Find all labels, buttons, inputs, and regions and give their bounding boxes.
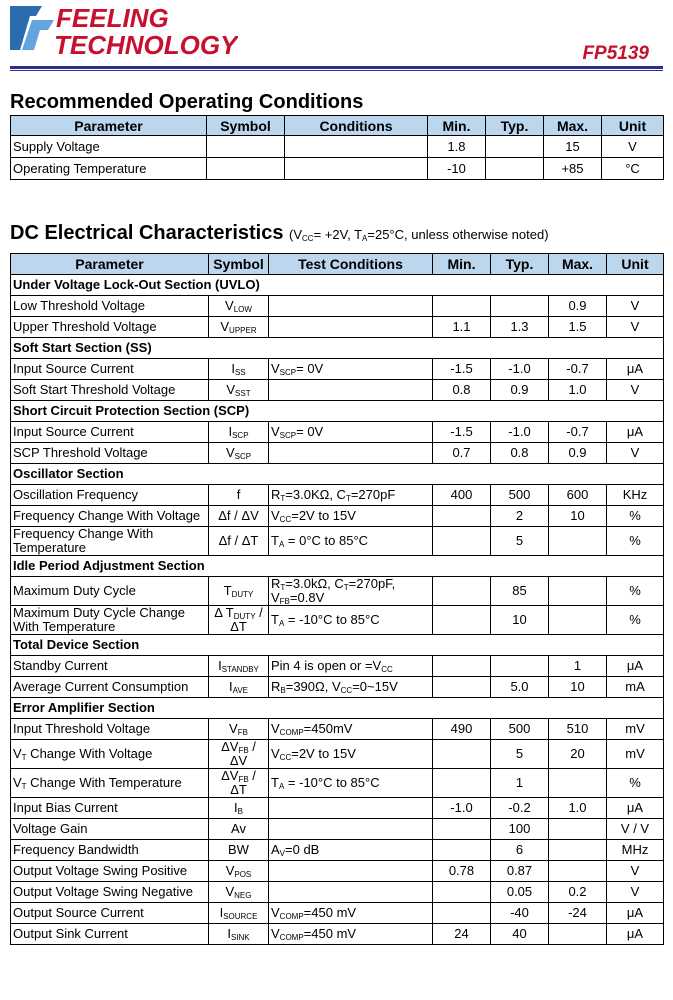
- section-row: [11, 635, 664, 656]
- cell-conditions: [269, 296, 433, 317]
- cell-conditions: $V_{SCP}= 0V$: [269, 422, 433, 443]
- cell-parameter: Standby Current: [11, 656, 209, 677]
- cell-max: 510: [549, 719, 607, 740]
- cell-symbol: $V_{LOW}$: [209, 296, 269, 317]
- cell-symbol: $V_{SST}$: [209, 380, 269, 401]
- roc-header-min: Min.: [428, 116, 486, 136]
- cell-max: 1.5: [549, 317, 607, 338]
- section-row: [11, 698, 664, 719]
- dc-header-min: Min.: [433, 254, 491, 275]
- cell-parameter: Average Current Consumption: [11, 677, 209, 698]
- cell-min: [433, 882, 491, 903]
- cell-unit: mA: [607, 677, 664, 698]
- table-row: [11, 606, 664, 635]
- cell-parameter: Frequency Change With Temperature: [11, 527, 209, 556]
- cell-min: 490: [433, 719, 491, 740]
- cell-symbol: [207, 136, 285, 158]
- cell-unit: V: [607, 380, 664, 401]
- dc-title-text: DC Electrical Characteristics: [10, 222, 284, 244]
- cell-symbol: $I_{SCP}$: [209, 422, 269, 443]
- table-row: [11, 527, 664, 556]
- table-row: [11, 677, 664, 698]
- cell-typ: 0.05: [491, 882, 549, 903]
- cell-typ: -1.0: [491, 359, 549, 380]
- cell-min: 400: [433, 485, 491, 506]
- cell-max: [549, 924, 607, 945]
- cell-max: 15: [544, 136, 602, 158]
- cell-unit: μA: [607, 359, 664, 380]
- logo-line2: TECHNOLOGY: [54, 30, 238, 60]
- cell-max: -24: [549, 903, 607, 924]
- cell-typ: 1: [491, 769, 549, 798]
- cell-parameter: Frequency Bandwidth: [11, 840, 209, 861]
- roc-header-parameter: Parameter: [11, 116, 207, 136]
- cell-parameter: Soft Start Threshold Voltage: [11, 380, 209, 401]
- cell-unit: μA: [607, 903, 664, 924]
- cell-unit: V: [607, 317, 664, 338]
- table-row: [11, 656, 664, 677]
- cell-typ: 1.3: [491, 317, 549, 338]
- cell-unit: °C: [602, 158, 664, 180]
- table-row: [11, 719, 664, 740]
- cell-conditions: $A_V=0$ dB: [269, 840, 433, 861]
- cell-symbol: Av: [209, 819, 269, 840]
- cell-symbol: $I_{SOURCE}$: [209, 903, 269, 924]
- cell-unit: %: [607, 606, 664, 635]
- table-row: [11, 443, 664, 464]
- table-row: [11, 840, 664, 861]
- cell-typ: 500: [491, 485, 549, 506]
- cell-min: 1.1: [433, 317, 491, 338]
- dc-header-symbol: Symbol: [209, 254, 269, 275]
- cell-conditions: [269, 861, 433, 882]
- cell-max: [549, 606, 607, 635]
- cell-max: 0.9: [549, 296, 607, 317]
- table-row: [11, 136, 664, 158]
- cell-parameter: Voltage Gain: [11, 819, 209, 840]
- cell-typ: [491, 656, 549, 677]
- cell-conditions: $V_{COMP}=450mV$: [269, 719, 433, 740]
- dc-conditions-note: ($V_{CC}= +2V$, $T_A=25^\circ C$, unless otherwise noted): [289, 227, 549, 243]
- cell-unit: μA: [607, 422, 664, 443]
- cell-typ: 40: [491, 924, 549, 945]
- section-title: Error Amplifier Section: [11, 698, 664, 719]
- cell-min: [433, 903, 491, 924]
- dc-table: [10, 253, 664, 945]
- cell-unit: μA: [607, 798, 664, 819]
- cell-min: [433, 606, 491, 635]
- cell-conditions: [269, 380, 433, 401]
- cell-parameter: Input Source Current: [11, 422, 209, 443]
- section-title: Under Voltage Lock-Out Section (UVLO): [11, 275, 664, 296]
- cell-parameter: $V_T$ Change With Temperature: [11, 769, 209, 798]
- roc-header-max: Max.: [544, 116, 602, 136]
- cell-typ: 5: [491, 527, 549, 556]
- table-row: [11, 819, 664, 840]
- table-row: [11, 903, 664, 924]
- cell-max: +85: [544, 158, 602, 180]
- cell-symbol: BW: [209, 840, 269, 861]
- part-number: FP5139: [582, 43, 649, 64]
- cell-parameter: Output Source Current: [11, 903, 209, 924]
- cell-unit: V: [607, 861, 664, 882]
- cell-parameter: Oscillation Frequency: [11, 485, 209, 506]
- cell-max: 600: [549, 485, 607, 506]
- cell-typ: 100: [491, 819, 549, 840]
- cell-max: 10: [549, 506, 607, 527]
- cell-typ: [486, 136, 544, 158]
- cell-conditions: [269, 443, 433, 464]
- cell-unit: %: [607, 577, 664, 606]
- section-title: Oscillator Section: [11, 464, 664, 485]
- cell-symbol: $I_{SINK}$: [209, 924, 269, 945]
- cell-typ: 5: [491, 740, 549, 769]
- cell-conditions: $V_{COMP}=450$ mV: [269, 924, 433, 945]
- cell-symbol: Δf / ΔV: [209, 506, 269, 527]
- roc-header-conditions: Conditions: [285, 116, 428, 136]
- cell-min: 0.8: [433, 380, 491, 401]
- table-row: [11, 882, 664, 903]
- section-title: Idle Period Adjustment Section: [11, 556, 664, 577]
- cell-symbol: $V_{POS}$: [209, 861, 269, 882]
- cell-min: -1.5: [433, 422, 491, 443]
- cell-typ: 10: [491, 606, 549, 635]
- dc-title: [10, 222, 549, 245]
- cell-parameter: Upper Threshold Voltage: [11, 317, 209, 338]
- dc-header-conditions: Test Conditions: [269, 254, 433, 275]
- cell-max: [549, 819, 607, 840]
- cell-max: -0.7: [549, 422, 607, 443]
- section-title: Short Circuit Protection Section (SCP): [11, 401, 664, 422]
- cell-parameter: Output Sink Current: [11, 924, 209, 945]
- dc-header-max: Max.: [549, 254, 607, 275]
- cell-max: [549, 577, 607, 606]
- cell-parameter: Operating Temperature: [11, 158, 207, 180]
- cell-max: [549, 527, 607, 556]
- cell-conditions: Pin 4 is open or $=V_{CC}$: [269, 656, 433, 677]
- cell-typ: 2: [491, 506, 549, 527]
- cell-min: 0.7: [433, 443, 491, 464]
- table-row: [11, 422, 664, 443]
- cell-symbol: $I_{STANDBY}$: [209, 656, 269, 677]
- cell-symbol: $V_{SCP}$: [209, 443, 269, 464]
- cell-conditions: $V_{SCP}= 0V$: [269, 359, 433, 380]
- roc-header-symbol: Symbol: [207, 116, 285, 136]
- cell-min: 1.8: [428, 136, 486, 158]
- cell-parameter: SCP Threshold Voltage: [11, 443, 209, 464]
- section-row: [11, 556, 664, 577]
- table-row: [11, 924, 664, 945]
- section-row: [11, 275, 664, 296]
- cell-max: [549, 840, 607, 861]
- cell-unit: V: [607, 296, 664, 317]
- dc-header-parameter: Parameter: [11, 254, 209, 275]
- cell-typ: [486, 158, 544, 180]
- cell-parameter: Maximum Duty Cycle Change With Temperature: [11, 606, 209, 635]
- section-title: Total Device Section: [11, 635, 664, 656]
- cell-max: 1.0: [549, 798, 607, 819]
- cell-min: [433, 740, 491, 769]
- cell-symbol: $I_{SS}$: [209, 359, 269, 380]
- table-row: [11, 798, 664, 819]
- cell-min: -1.0: [433, 798, 491, 819]
- feeling-technology-logo: [8, 2, 238, 60]
- cell-typ: 500: [491, 719, 549, 740]
- cell-symbol: $I_B$: [209, 798, 269, 819]
- section-row: [11, 464, 664, 485]
- cell-symbol: $V_{UPPER}$: [209, 317, 269, 338]
- cell-unit: %: [607, 769, 664, 798]
- cell-parameter: Frequency Change With Voltage: [11, 506, 209, 527]
- cell-unit: V / V: [607, 819, 664, 840]
- cell-symbol: Δ $T_{DUTY}$ / ΔT: [209, 606, 269, 635]
- section-row: [11, 401, 664, 422]
- cell-unit: mV: [607, 719, 664, 740]
- table-row: [11, 506, 664, 527]
- roc-title: Recommended Operating Conditions: [10, 91, 364, 113]
- cell-typ: [491, 296, 549, 317]
- cell-conditions: $T_A = -10^\circ C$ to 85°C: [269, 606, 433, 635]
- cell-parameter: Output Voltage Swing Negative: [11, 882, 209, 903]
- cell-max: 1: [549, 656, 607, 677]
- cell-parameter: $V_T$ Change With Voltage: [11, 740, 209, 769]
- cell-conditions: [269, 317, 433, 338]
- cell-conditions: $R_B=390\Omega$, $V_{CC}=0\sim 15V$: [269, 677, 433, 698]
- cell-min: [433, 577, 491, 606]
- cell-min: [433, 769, 491, 798]
- cell-max: [549, 861, 607, 882]
- table-row: [11, 359, 664, 380]
- cell-symbol: f: [209, 485, 269, 506]
- cell-parameter: Output Voltage Swing Positive: [11, 861, 209, 882]
- cell-max: 0.2: [549, 882, 607, 903]
- cell-parameter: Input Source Current: [11, 359, 209, 380]
- cell-symbol: $T_{DUTY}$: [209, 577, 269, 606]
- cell-min: -10: [428, 158, 486, 180]
- cell-unit: %: [607, 506, 664, 527]
- cell-max: 20: [549, 740, 607, 769]
- cell-symbol: Δf / ΔT: [209, 527, 269, 556]
- cell-typ: -1.0: [491, 422, 549, 443]
- cell-unit: V: [607, 443, 664, 464]
- cell-max: 1.0: [549, 380, 607, 401]
- cell-min: [433, 527, 491, 556]
- cell-conditions: $T_A = -10^\circ C$ to 85°C: [269, 769, 433, 798]
- cell-typ: 0.87: [491, 861, 549, 882]
- cell-min: [433, 677, 491, 698]
- cell-symbol: $\Delta V_{FB}$ / ΔT: [209, 769, 269, 798]
- cell-conditions: $V_{CC}=2V$ to 15V: [269, 740, 433, 769]
- cell-min: [433, 506, 491, 527]
- cell-min: -1.5: [433, 359, 491, 380]
- cell-symbol: $I_{AVE}$: [209, 677, 269, 698]
- cell-unit: V: [602, 136, 664, 158]
- roc-table: [10, 115, 664, 180]
- cell-unit: V: [607, 882, 664, 903]
- header-rule: [10, 66, 663, 69]
- table-row: [11, 577, 664, 606]
- cell-unit: MHz: [607, 840, 664, 861]
- cell-conditions: [285, 158, 428, 180]
- dc-header-typ: Typ.: [491, 254, 549, 275]
- cell-parameter: Supply Voltage: [11, 136, 207, 158]
- cell-conditions: [269, 819, 433, 840]
- cell-typ: 0.9: [491, 380, 549, 401]
- cell-conditions: $T_A = 0^\circ C$ to 85°C: [269, 527, 433, 556]
- cell-symbol: $\Delta V_{FB}$ / ΔV: [209, 740, 269, 769]
- table-row: [11, 485, 664, 506]
- cell-conditions: $V_{CC}=2V$ to 15V: [269, 506, 433, 527]
- cell-max: [549, 769, 607, 798]
- table-row: [11, 861, 664, 882]
- table-row: [11, 296, 664, 317]
- table-row: [11, 158, 664, 180]
- cell-conditions: [269, 798, 433, 819]
- cell-conditions: $V_{COMP}=450$ mV: [269, 903, 433, 924]
- cell-min: [433, 840, 491, 861]
- logo-line1: FEELING: [56, 3, 169, 33]
- cell-min: 0.78: [433, 861, 491, 882]
- cell-conditions: $R_T=3.0K\Omega$, $C_T=270pF$: [269, 485, 433, 506]
- cell-symbol: $V_{FB}$: [209, 719, 269, 740]
- cell-max: 10: [549, 677, 607, 698]
- cell-typ: -40: [491, 903, 549, 924]
- cell-typ: -0.2: [491, 798, 549, 819]
- cell-min: [433, 656, 491, 677]
- cell-conditions: [269, 882, 433, 903]
- cell-max: 0.9: [549, 443, 607, 464]
- cell-typ: 5.0: [491, 677, 549, 698]
- table-row: [11, 317, 664, 338]
- cell-symbol: [207, 158, 285, 180]
- roc-header-unit: Unit: [602, 116, 664, 136]
- dc-header-unit: Unit: [607, 254, 664, 275]
- cell-unit: %: [607, 527, 664, 556]
- cell-max: -0.7: [549, 359, 607, 380]
- section-title: Soft Start Section (SS): [11, 338, 664, 359]
- header-rule-thin: [10, 70, 663, 71]
- cell-conditions: $R_T=3.0k\Omega$, $C_T=270pF$, $V_{FB}=0.8V$: [269, 577, 433, 606]
- cell-symbol: $V_{NEG}$: [209, 882, 269, 903]
- cell-min: [433, 819, 491, 840]
- cell-typ: 0.8: [491, 443, 549, 464]
- cell-typ: 6: [491, 840, 549, 861]
- section-row: [11, 338, 664, 359]
- table-row: [11, 380, 664, 401]
- cell-conditions: [285, 136, 428, 158]
- roc-header-typ: Typ.: [486, 116, 544, 136]
- cell-parameter: Input Threshold Voltage: [11, 719, 209, 740]
- cell-parameter: Maximum Duty Cycle: [11, 577, 209, 606]
- cell-min: [433, 296, 491, 317]
- cell-unit: KHz: [607, 485, 664, 506]
- cell-unit: μA: [607, 924, 664, 945]
- cell-parameter: Low Threshold Voltage: [11, 296, 209, 317]
- cell-unit: mV: [607, 740, 664, 769]
- cell-parameter: Input Bias Current: [11, 798, 209, 819]
- cell-typ: 85: [491, 577, 549, 606]
- cell-unit: μA: [607, 656, 664, 677]
- table-row: [11, 769, 664, 798]
- table-row: [11, 740, 664, 769]
- cell-min: 24: [433, 924, 491, 945]
